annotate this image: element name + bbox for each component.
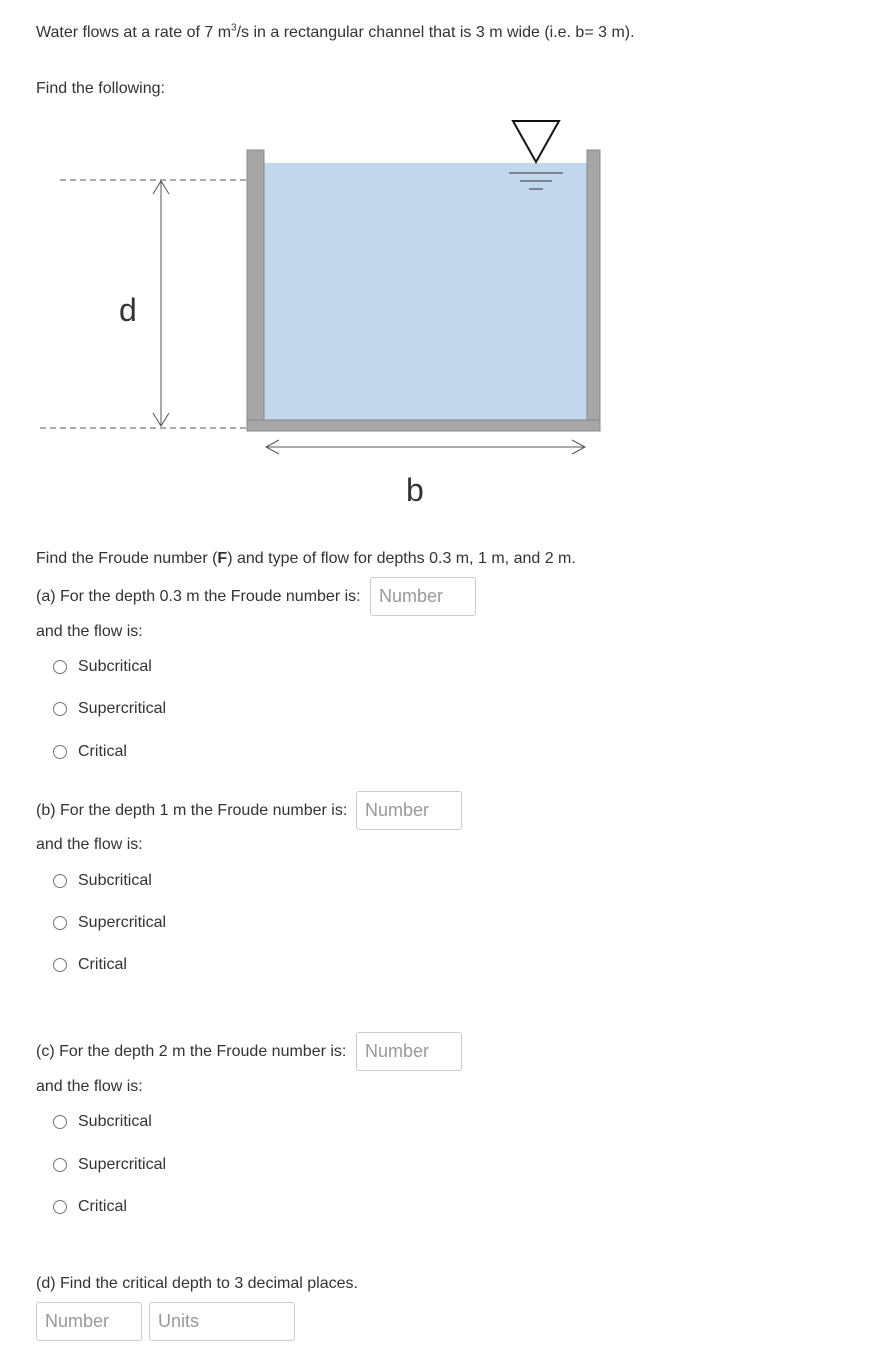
part-d-question: (d) Find the critical depth to 3 decimal places.	[36, 1275, 358, 1292]
part-a-question: (a) For the depth 0.3 m the Froude number is:	[36, 588, 361, 605]
radio-button[interactable]	[53, 1200, 67, 1214]
radio-button[interactable]	[53, 1115, 67, 1129]
part-c-option-supercritical[interactable]: Supercritical	[53, 1154, 166, 1176]
problem-statement: Water flows at a rate of 7 $m^3/s$ in a rectangular channel that is 3 m wide (i.e. b= 3 m).	[36, 22, 635, 41]
part-d-number-input[interactable]	[36, 1302, 142, 1341]
find-following-label: Find the following:	[36, 80, 165, 97]
part-c-froude-input[interactable]	[356, 1032, 462, 1071]
part-b-option-critical[interactable]: Critical	[53, 954, 127, 976]
part-a-option-subcritical[interactable]: Subcritical	[53, 656, 152, 678]
task-statement: Find the Froude number (F) and type of flow for depths 0.3 m, 1 m, and 2 m.	[36, 550, 576, 567]
radio-button[interactable]	[53, 702, 67, 716]
water-fill	[264, 163, 587, 420]
part-a-option-supercritical[interactable]: Supercritical	[53, 698, 166, 720]
width-arrow	[266, 440, 585, 454]
depth-arrow	[153, 181, 169, 426]
left-wall	[247, 150, 264, 430]
radio-button[interactable]	[53, 874, 67, 888]
radio-button[interactable]	[53, 745, 67, 759]
part-c-question: (c) For the depth 2 m the Froude number is:	[36, 1043, 347, 1060]
right-wall	[587, 150, 600, 430]
superscript: 3	[231, 22, 237, 34]
radio-button[interactable]	[53, 916, 67, 930]
radio-button[interactable]	[53, 660, 67, 674]
part-c-option-subcritical[interactable]: Subcritical	[53, 1111, 152, 1133]
part-b-question: (b) For the depth 1 m the Froude number is:	[36, 802, 348, 819]
part-b-option-subcritical[interactable]: Subcritical	[53, 870, 152, 892]
part-c-flow-label: and the flow is:	[36, 1078, 143, 1095]
part-d-units-input[interactable]	[149, 1302, 295, 1341]
part-c-option-critical[interactable]: Critical	[53, 1196, 127, 1218]
part-a-option-critical[interactable]: Critical	[53, 741, 127, 763]
part-b-froude-input[interactable]	[356, 791, 462, 830]
radio-button[interactable]	[53, 1158, 67, 1172]
channel-bottom	[247, 420, 600, 431]
part-a-froude-input[interactable]	[370, 577, 476, 616]
channel-diagram	[0, 110, 640, 510]
part-b-option-supercritical[interactable]: Supercritical	[53, 912, 166, 934]
radio-button[interactable]	[53, 958, 67, 972]
width-label: b	[406, 472, 424, 508]
part-a-flow-label: and the flow is:	[36, 623, 143, 640]
part-b-flow-label: and the flow is:	[36, 836, 143, 853]
depth-label: d	[119, 292, 137, 328]
